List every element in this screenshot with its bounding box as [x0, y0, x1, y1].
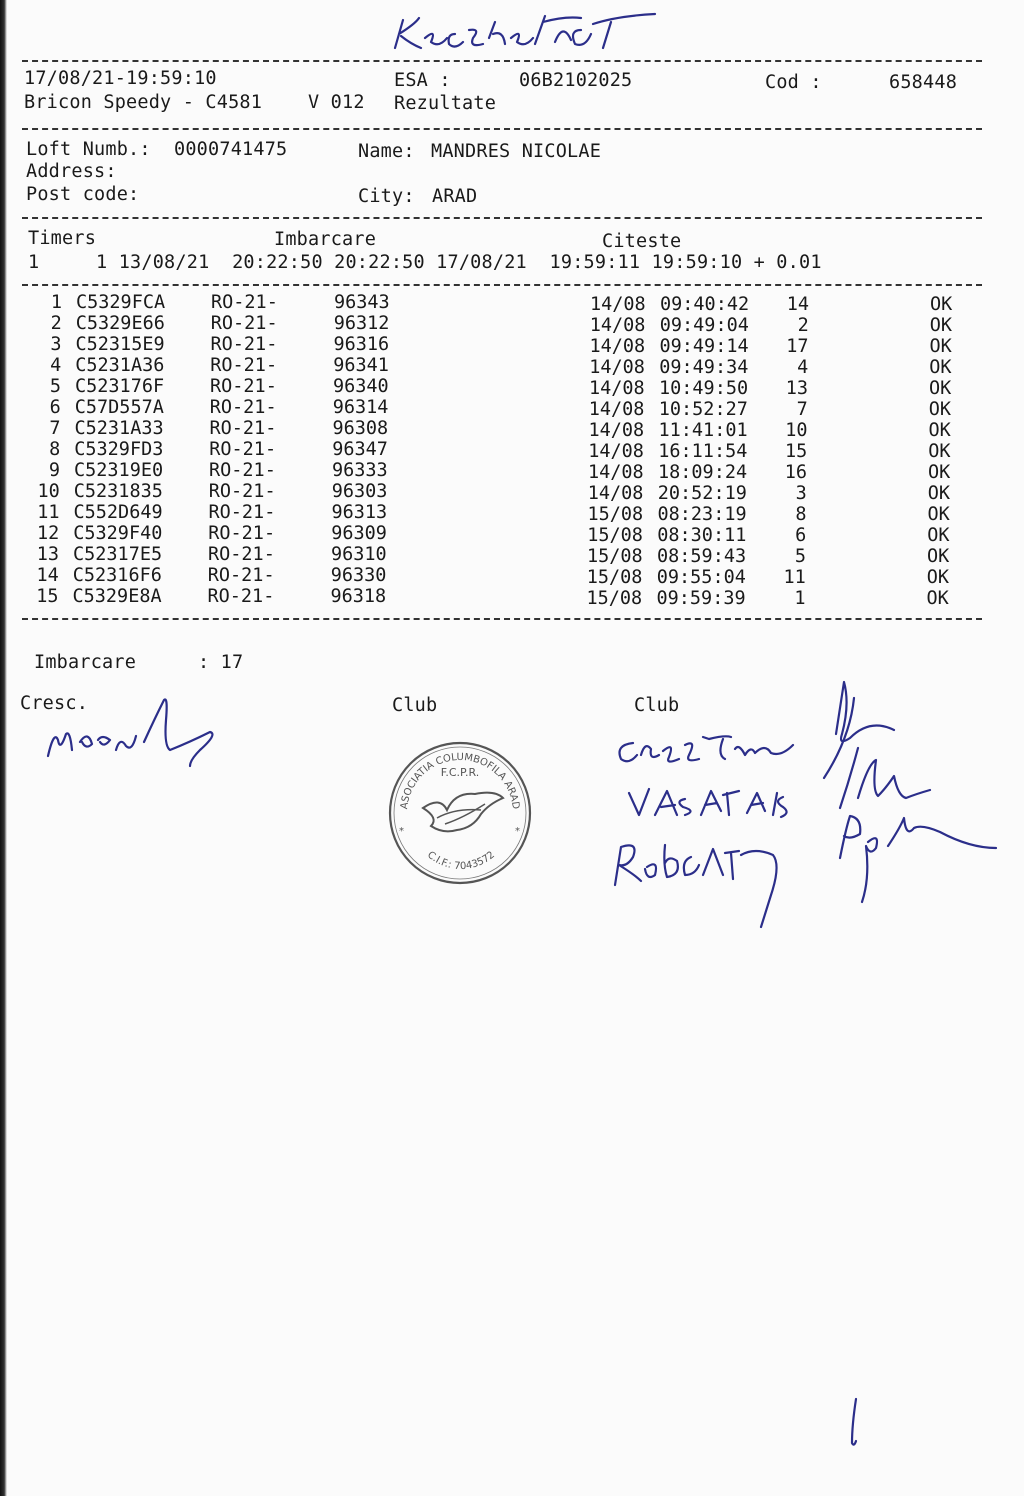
chip-id: C5329E8A: [72, 586, 162, 607]
table-row: [0, 546, 1024, 567]
arrival-date: 14/08: [589, 378, 645, 399]
table-row: [0, 315, 1024, 336]
breeder-signature-ink: [40, 690, 230, 770]
chip-id: C52316F6: [72, 565, 162, 586]
status: OK: [930, 294, 953, 315]
chip-id: C5329FD3: [74, 439, 164, 460]
row-number: 9: [48, 460, 60, 481]
position: 2: [797, 315, 809, 336]
table-row: [0, 336, 1024, 357]
chip-id: C5231835: [73, 481, 163, 502]
cod-label: Cod :: [765, 72, 822, 93]
arrival-time: 20:52:19: [657, 483, 747, 504]
svg-text:*: *: [399, 826, 404, 837]
position: 4: [797, 357, 809, 378]
svg-text:*: *: [515, 826, 520, 837]
cod-value: 658448: [889, 72, 958, 93]
svg-text:ASOCIATIA COLUMBOFILA ARAD: [399, 752, 521, 810]
city-value: ARAD: [432, 186, 478, 207]
ring-number: 96340: [333, 376, 389, 397]
handwritten-title-ink: [385, 8, 665, 58]
ring-number: 96333: [332, 460, 388, 481]
club-label-1: Club: [392, 695, 438, 716]
row-number: 14: [36, 565, 59, 586]
ring-number: 96303: [331, 481, 388, 502]
position: 11: [783, 567, 806, 588]
arrival-date: 14/08: [589, 336, 646, 357]
timers-imbarcare-label: Imbarcare: [274, 229, 377, 250]
esa-label: ESA :: [394, 70, 451, 91]
stamp-text-top: ASOCIATIA COLUMBOFILA ARAD: [399, 751, 521, 810]
arrival-time: 11:41:01: [658, 420, 748, 441]
arrival-date: 15/08: [586, 567, 643, 588]
ring-prefix: RO-21-: [207, 586, 275, 607]
ring-prefix: RO-21-: [210, 313, 278, 334]
position: 6: [795, 525, 807, 546]
timers-label: Timers: [28, 228, 97, 249]
device-version: V 012: [308, 92, 365, 113]
ring-prefix: RO-21-: [208, 523, 276, 544]
ring-prefix: RO-21-: [208, 481, 276, 502]
ring-prefix: RO-21-: [210, 355, 278, 376]
table-row: [0, 588, 1024, 609]
club-signatures-right-ink: [810, 678, 1010, 908]
stamp-text-center: F.C.P.R.: [440, 766, 480, 779]
status: OK: [927, 483, 951, 504]
club-stamp: [385, 738, 535, 888]
table-row: [0, 378, 1024, 399]
scan-left-edge: [0, 0, 7, 1496]
ring-prefix: RO-21-: [209, 418, 277, 439]
ring-number: 96330: [330, 565, 387, 586]
status: OK: [927, 504, 950, 525]
arrival-date: 15/08: [586, 588, 643, 609]
divider-top: [22, 60, 982, 62]
arrival-date: 14/08: [589, 357, 645, 378]
table-row: [0, 294, 1024, 315]
arrival-date: 15/08: [587, 504, 644, 525]
ring-prefix: RO-21-: [209, 397, 277, 418]
chip-id: C552D649: [73, 502, 163, 523]
divider-header: [22, 128, 982, 130]
row-number: 8: [49, 439, 61, 460]
arrival-time: 09:59:39: [656, 588, 746, 609]
row-number: 11: [37, 502, 60, 523]
ring-prefix: RO-21-: [211, 292, 278, 313]
bottom-pen-mark-ink: [840, 1395, 870, 1450]
status: OK: [927, 525, 950, 546]
arrival-time: 09:49:34: [659, 357, 749, 378]
handwritten-title: [385, 8, 665, 58]
loft-label: Loft Numb.:: [26, 139, 151, 160]
row-number: 12: [36, 523, 60, 544]
position: 7: [796, 399, 808, 420]
loft-value: 0000741475: [174, 139, 288, 160]
ring-number: 96341: [333, 355, 389, 376]
arrival-date: 14/08: [588, 441, 644, 462]
ring-number: 96309: [331, 523, 387, 544]
ring-number: 96343: [334, 292, 390, 313]
club-handwritten-names: [605, 715, 815, 930]
chip-id: C52319E0: [74, 460, 164, 481]
chip-id: C5231A33: [74, 418, 164, 439]
position: 10: [785, 420, 808, 441]
row-number: 5: [49, 376, 61, 397]
name-label: Name:: [358, 141, 415, 162]
table-row: [0, 441, 1024, 462]
stamp-text-bottom: C.I.F.: 7043572: [424, 849, 498, 873]
club-names-ink: [605, 715, 815, 930]
position: 14: [786, 294, 809, 315]
position: 13: [785, 378, 808, 399]
arrival-date: 14/08: [590, 294, 646, 315]
ring-number: 96318: [330, 586, 387, 607]
post-code-label: Post code:: [26, 184, 140, 205]
name-value: MANDRES NICOLAE: [431, 141, 602, 162]
ring-number: 96316: [333, 334, 390, 355]
chip-id: C52317E5: [73, 544, 163, 565]
position: 15: [784, 441, 808, 462]
timers-citeste-label: Citeste: [602, 231, 682, 252]
club-label-2: Club: [634, 695, 680, 716]
status: OK: [928, 462, 951, 483]
section-title: Rezultate: [394, 93, 497, 114]
status: OK: [928, 441, 951, 462]
table-row: [0, 525, 1024, 546]
chip-id: C5231A36: [75, 355, 165, 376]
timers-line: 1 1 13/08/21 20:22:50 20:22:50 17/08/21 19:59:11 19:59:10 + 0.01: [28, 252, 822, 273]
arrival-time: 09:55:04: [656, 567, 746, 588]
position: 3: [795, 483, 807, 504]
arrival-date: 14/08: [588, 399, 645, 420]
summary-imbarcare-label: Imbarcare: [34, 652, 137, 673]
arrival-date: 14/08: [587, 483, 644, 504]
arrival-date: 14/08: [588, 420, 645, 441]
svg-text:C.I.F.: 7043572: [425, 849, 497, 872]
status: OK: [926, 588, 949, 609]
ring-prefix: RO-21-: [208, 502, 276, 523]
ring-number: 96313: [331, 502, 388, 523]
breeder-signature: [40, 690, 230, 770]
table-row: [0, 483, 1024, 504]
arrival-time: 08:30:11: [657, 525, 747, 546]
status: OK: [929, 336, 952, 357]
table-row: [0, 357, 1024, 378]
table-row: [0, 420, 1024, 441]
row-number: 3: [50, 334, 62, 355]
row-number: 2: [50, 313, 62, 334]
arrival-time: 16:11:54: [658, 441, 748, 462]
ring-prefix: RO-21-: [207, 565, 275, 586]
ring-prefix: RO-21-: [209, 460, 276, 481]
ring-number: 96308: [332, 418, 389, 439]
status: OK: [927, 546, 950, 567]
ring-number: 96314: [332, 397, 389, 418]
device-name: Bricon Speedy - C4581: [24, 92, 263, 113]
row-number: 7: [49, 418, 61, 439]
arrival-time: 08:59:43: [657, 546, 747, 567]
row-number: 6: [49, 397, 61, 418]
chip-id: C5329FCA: [76, 292, 166, 313]
address-label: Address:: [26, 161, 117, 182]
ring-number: 96347: [332, 439, 388, 460]
esa-value: 06B2102025: [519, 70, 633, 91]
arrival-date: 14/08: [589, 315, 646, 336]
status: OK: [928, 399, 952, 420]
club-stamp-graphic: [385, 738, 535, 888]
arrival-time: 09:40:42: [660, 294, 750, 315]
position: 16: [784, 462, 807, 483]
arrival-time: 09:49:04: [659, 315, 749, 336]
row-number: 4: [50, 355, 62, 376]
table-row: [0, 462, 1024, 483]
chip-id: C5329E66: [75, 313, 165, 334]
summary-imbarcare-value: : 17: [198, 652, 244, 673]
arrival-time: 10:49:50: [659, 378, 749, 399]
table-row: [0, 504, 1024, 525]
arrival-date: 15/08: [587, 546, 643, 567]
chip-id: C5329F40: [73, 523, 163, 544]
table-row: [0, 399, 1024, 420]
position: 1: [794, 588, 806, 609]
chip-id: C52315E9: [75, 334, 165, 355]
status: OK: [926, 567, 950, 588]
city-label: City:: [358, 186, 415, 207]
arrival-time: 09:49:14: [659, 336, 749, 357]
header-datetime: 17/08/21-19:59:10: [24, 68, 217, 89]
divider-results: [22, 618, 982, 620]
divider-fancier: [22, 217, 982, 219]
arrival-time: 08:23:19: [657, 504, 747, 525]
table-row: [0, 567, 1024, 588]
row-number: 1: [50, 292, 62, 313]
ring-prefix: RO-21-: [210, 376, 277, 397]
chip-id: C57D557A: [74, 397, 164, 418]
ring-number: 96310: [331, 544, 387, 565]
chip-id: C523176F: [75, 376, 165, 397]
row-number: 15: [36, 586, 59, 607]
ring-number: 96312: [333, 313, 390, 334]
ring-prefix: RO-21-: [210, 334, 278, 355]
row-number: 13: [36, 544, 59, 565]
club-signatures-right: [810, 678, 1010, 908]
arrival-date: 14/08: [588, 462, 644, 483]
position: 8: [795, 504, 807, 525]
arrival-time: 18:09:24: [658, 462, 748, 483]
status: OK: [929, 315, 953, 336]
divider-timers: [22, 284, 982, 286]
position: 17: [786, 336, 809, 357]
position: 5: [794, 546, 806, 567]
bottom-pen-mark: [840, 1395, 870, 1450]
arrival-date: 15/08: [587, 525, 643, 546]
row-number: 10: [37, 481, 60, 502]
arrival-time: 10:52:27: [658, 399, 748, 420]
status: OK: [929, 357, 952, 378]
status: OK: [928, 420, 951, 441]
cresc-label: Cresc.: [20, 693, 89, 714]
ring-prefix: RO-21-: [209, 439, 277, 460]
ring-prefix: RO-21-: [208, 544, 275, 565]
status: OK: [929, 378, 952, 399]
